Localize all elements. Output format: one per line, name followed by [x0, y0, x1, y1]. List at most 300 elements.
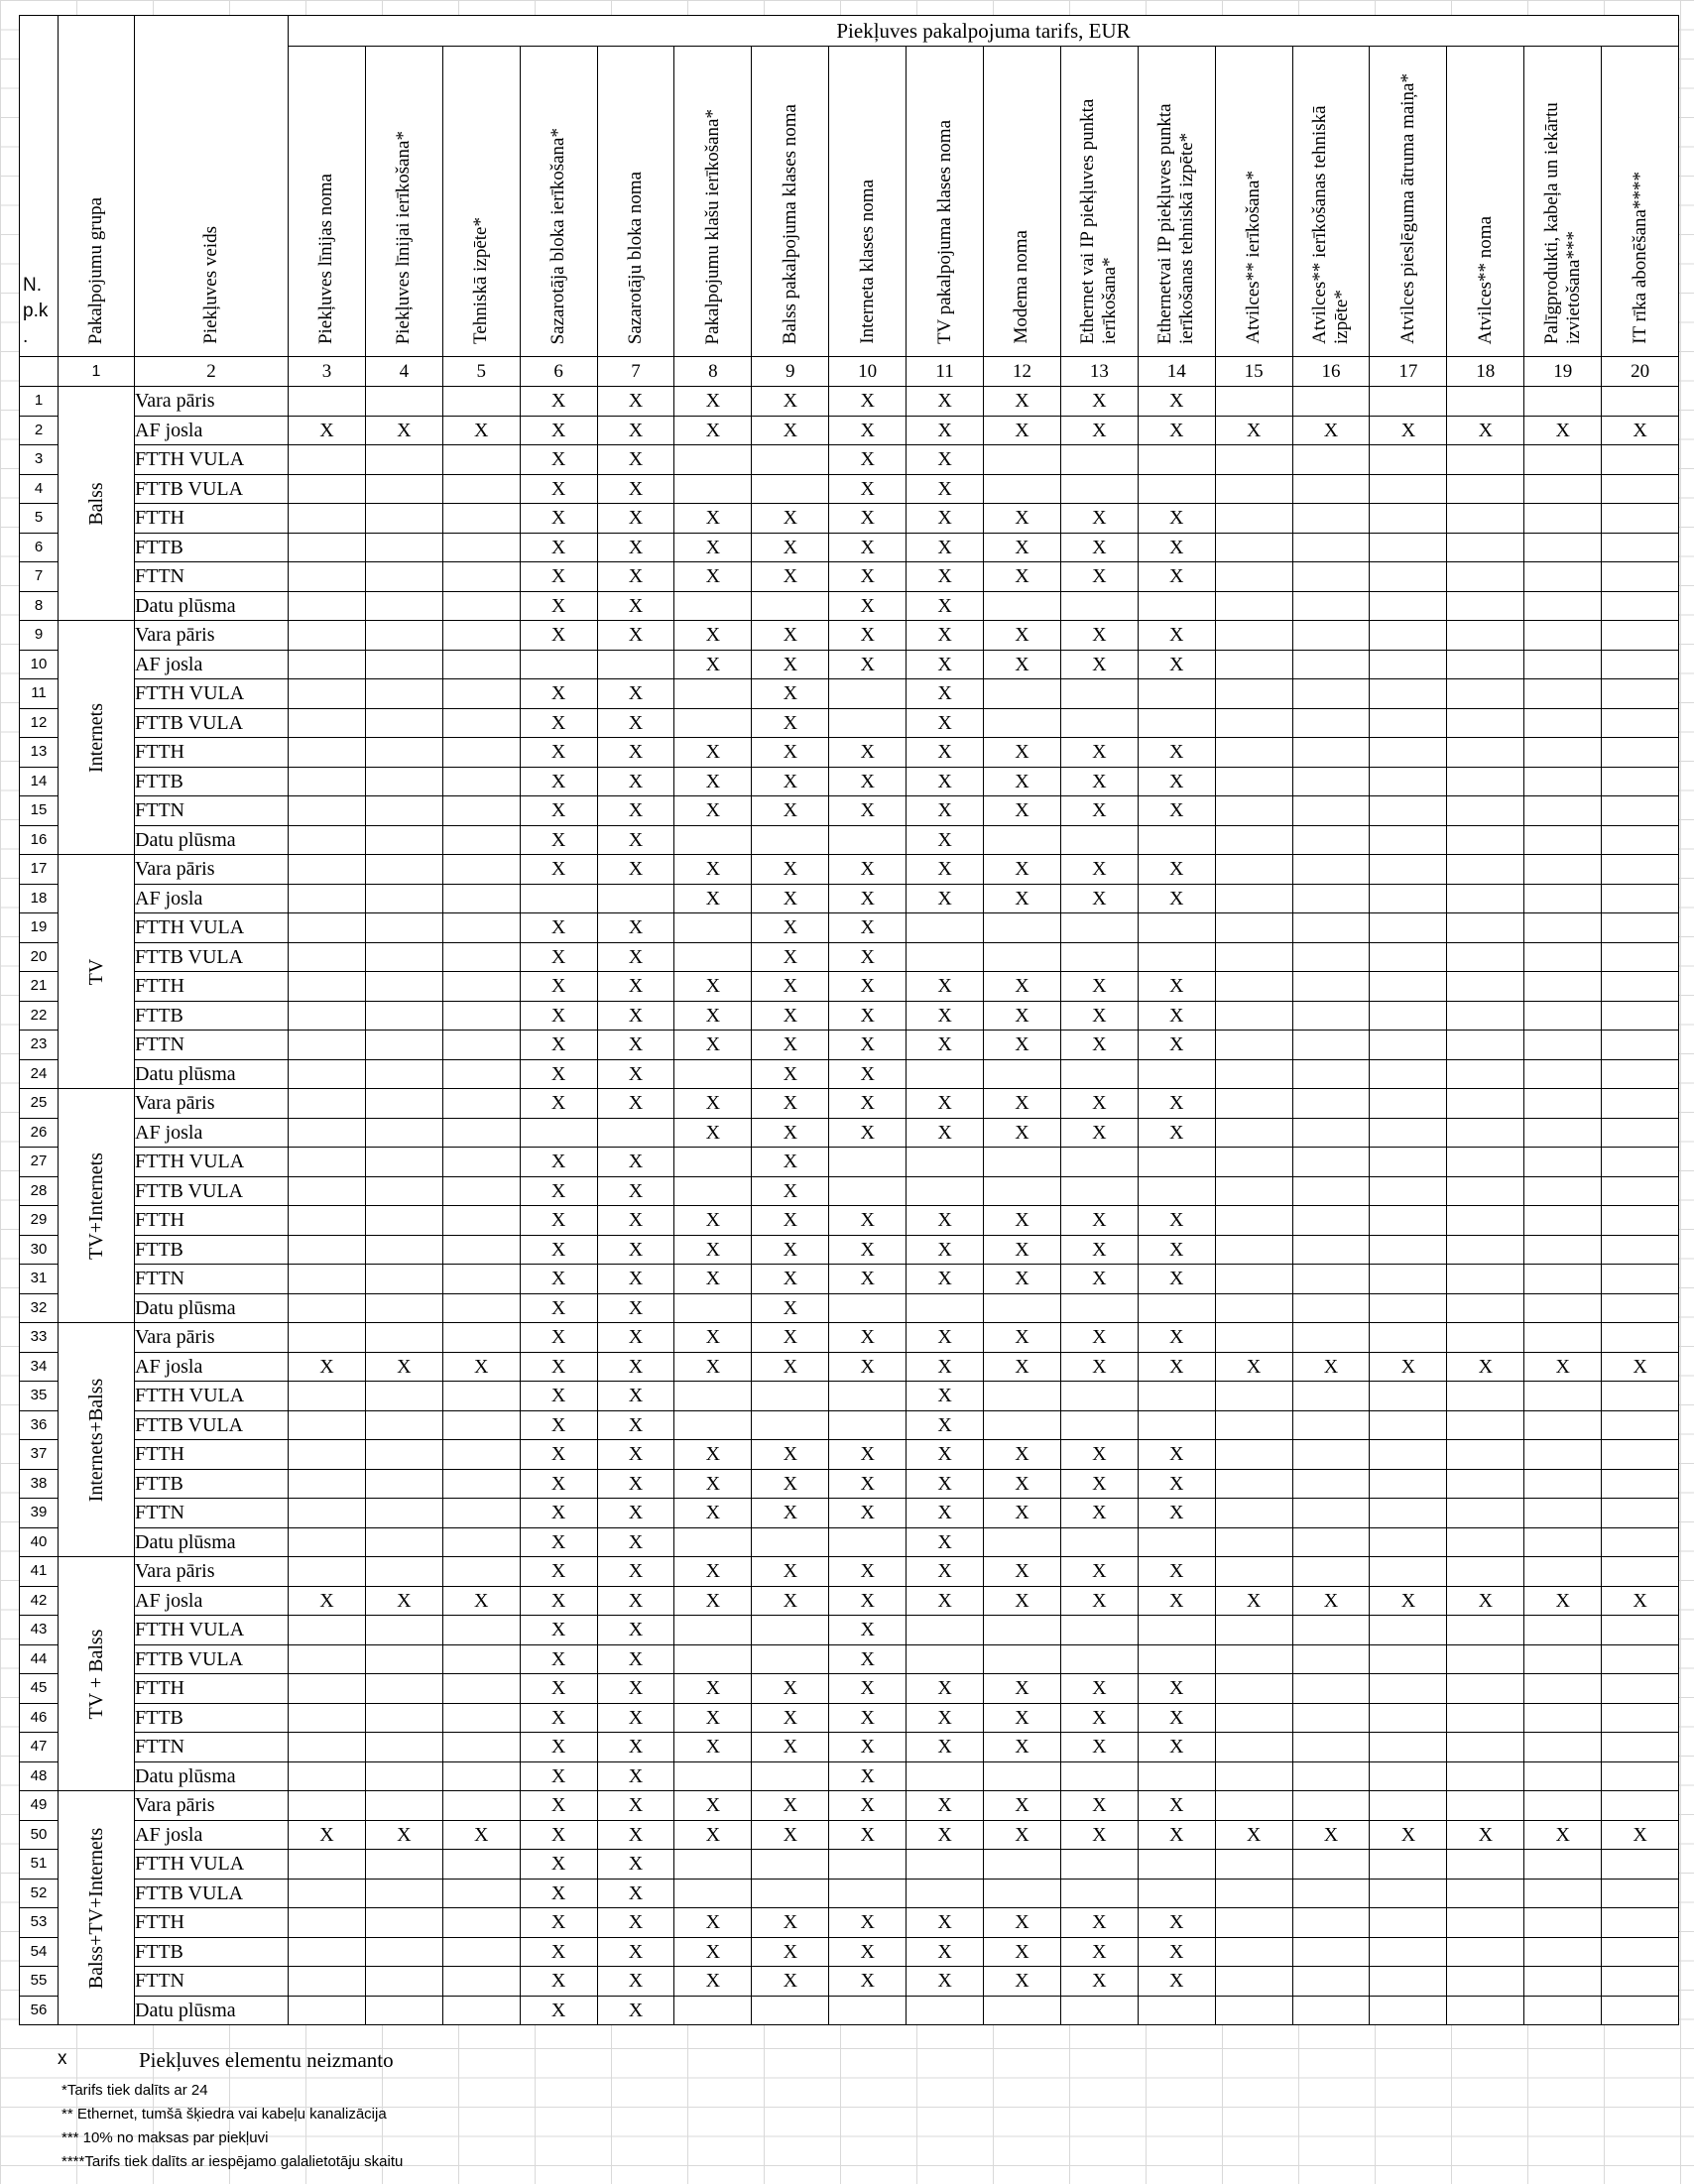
tariff-cell: [365, 445, 442, 475]
note-4: ****Tarifs tiek dalīts ar iespējamo galalietotāju skaitu: [61, 2153, 404, 2170]
row-number: 16: [20, 825, 59, 855]
access-type-cell: FTTH: [135, 738, 289, 768]
row-number: 14: [20, 767, 59, 796]
tariff-cell: [1060, 913, 1138, 943]
tariff-cell: [1370, 1059, 1447, 1089]
tariff-cell: [829, 825, 907, 855]
tariff-cell: [365, 1527, 442, 1557]
access-type-cell: FTTB VULA: [135, 708, 289, 738]
tariff-cell: [1370, 1089, 1447, 1119]
tariff-cell: [1602, 1148, 1679, 1177]
group-cell: Balss: [59, 387, 135, 621]
table-row: [20, 1148, 1679, 1177]
tariff-cell: [1060, 474, 1138, 504]
tariff-cell: [442, 1206, 520, 1236]
tariff-cell: [1447, 767, 1524, 796]
tariff-cell: [1447, 621, 1524, 651]
tariff-cell: [1060, 1996, 1138, 2025]
tariff-cell: X: [829, 416, 907, 445]
row-number: 45: [20, 1674, 59, 1704]
tariff-cell: X: [829, 1937, 907, 1967]
tariff-cell: [442, 1323, 520, 1353]
access-type-cell: AF josla: [135, 1352, 289, 1382]
access-type-cell: Datu plūsma: [135, 825, 289, 855]
tariff-cell: [1447, 1001, 1524, 1031]
tariff-cell: X: [597, 387, 674, 417]
tariff-cell: X: [907, 650, 984, 679]
tariff-cell: X: [984, 1323, 1061, 1353]
tariff-cell: [289, 1089, 366, 1119]
tariff-cell: X: [752, 562, 829, 592]
tariff-cell: [1292, 1440, 1370, 1470]
tariff-cell: X: [1060, 1469, 1138, 1499]
tariff-cell: [1292, 1527, 1370, 1557]
tariff-cell: [1370, 1235, 1447, 1265]
row-number: 53: [20, 1908, 59, 1938]
tariff-cell: [984, 1059, 1061, 1089]
tariff-cell: X: [752, 387, 829, 417]
tariff-cell: [1215, 1761, 1292, 1791]
tariff-cell: X: [829, 1557, 907, 1587]
tariff-cell: [1602, 591, 1679, 621]
tariff-cell: [1602, 621, 1679, 651]
tariff-cell: X: [907, 1703, 984, 1733]
tariff-cell: X: [984, 884, 1061, 913]
tariff-cell: X: [674, 562, 752, 592]
tariff-cell: X: [907, 1557, 984, 1587]
tariff-cell: [1370, 650, 1447, 679]
column-number-row: [20, 357, 1679, 387]
tariff-cell: X: [829, 1499, 907, 1528]
tariff-cell: [442, 1850, 520, 1880]
tariff-cell: [289, 1908, 366, 1938]
tariff-cell: [907, 1616, 984, 1645]
tariff-cell: X: [597, 913, 674, 943]
tariff-cell: [289, 1733, 366, 1762]
access-type-cell: FTTB VULA: [135, 474, 289, 504]
tariff-cell: X: [597, 1703, 674, 1733]
tariff-cell: X: [752, 1059, 829, 1089]
tariff-cell: [1447, 884, 1524, 913]
tariff-cell: [365, 1908, 442, 1938]
tariff-cell: X: [597, 1616, 674, 1645]
tariff-cell: X: [520, 621, 597, 651]
tariff-cell: [1447, 650, 1524, 679]
tariff-cell: X: [829, 1118, 907, 1148]
tariff-cell: X: [365, 1820, 442, 1850]
column-number: 6: [520, 357, 597, 387]
tariff-cell: X: [752, 1733, 829, 1762]
tariff-cell: [442, 387, 520, 417]
tariff-cell: [442, 1644, 520, 1674]
tariff-cell: [1447, 1644, 1524, 1674]
tariff-cell: X: [907, 1469, 984, 1499]
tariff-cell: X: [752, 1820, 829, 1850]
tariff-column-header: Piekļuves līnijas noma: [289, 47, 366, 357]
tariff-cell: X: [907, 1791, 984, 1821]
tariff-cell: X: [907, 504, 984, 534]
tariff-cell: [1447, 474, 1524, 504]
column-number: 12: [984, 357, 1061, 387]
access-type-cell: FTTH VULA: [135, 1382, 289, 1411]
tariff-cell: X: [520, 1469, 597, 1499]
tariff-cell: X: [597, 1235, 674, 1265]
tariff-cell: [1215, 1879, 1292, 1908]
column-number: 2: [135, 357, 289, 387]
tariff-cell: [1292, 972, 1370, 1002]
tariff-cell: [365, 1265, 442, 1294]
tariff-cell: [1447, 1031, 1524, 1060]
tariff-cell: X: [520, 796, 597, 826]
tariff-cell: [1138, 1850, 1215, 1880]
tariff-cell: [752, 1382, 829, 1411]
tariff-cell: [984, 1644, 1061, 1674]
tariff-cell: [1447, 1176, 1524, 1206]
tariff-cell: [1370, 942, 1447, 972]
tariff-cell: [1370, 767, 1447, 796]
access-type-cell: AF josla: [135, 1118, 289, 1148]
tariff-cell: [1060, 1527, 1138, 1557]
tariff-cell: [442, 1499, 520, 1528]
tariff-cell: [1370, 1382, 1447, 1411]
tariff-cell: [365, 1440, 442, 1470]
tariff-cell: [442, 1176, 520, 1206]
row-number: 10: [20, 650, 59, 679]
tariff-cell: X: [442, 416, 520, 445]
tariff-cell: [829, 1410, 907, 1440]
tariff-cell: [1524, 1059, 1602, 1089]
table-row: [20, 855, 1679, 885]
tariff-cell: [1215, 1323, 1292, 1353]
tariff-cell: [1215, 767, 1292, 796]
tariff-cell: [289, 1499, 366, 1528]
tariff-cell: [1292, 708, 1370, 738]
tariff-cell: [289, 1557, 366, 1587]
tariff-cell: [1060, 825, 1138, 855]
tariff-cell: [289, 1265, 366, 1294]
row-number: 41: [20, 1557, 59, 1587]
tariff-cell: X: [907, 1382, 984, 1411]
column-number: 13: [1060, 357, 1138, 387]
tariff-cell: [365, 738, 442, 768]
tariff-cell: [1370, 1937, 1447, 1967]
tariff-cell: X: [520, 1967, 597, 1997]
tariff-cell: [1447, 1148, 1524, 1177]
tariff-cell: [442, 884, 520, 913]
tariff-cell: X: [752, 1967, 829, 1997]
access-type-cell: FTTN: [135, 1499, 289, 1528]
tariff-cell: [1370, 1850, 1447, 1880]
tariff-cell: X: [597, 1293, 674, 1323]
tariff-cell: X: [597, 1557, 674, 1587]
tariff-cell: X: [597, 1820, 674, 1850]
tariff-cell: X: [984, 1557, 1061, 1587]
column-number: 15: [1215, 357, 1292, 387]
access-type-cell: FTTH VULA: [135, 913, 289, 943]
row-number: 35: [20, 1382, 59, 1411]
tariff-cell: [289, 972, 366, 1002]
tariff-cell: [1215, 738, 1292, 768]
tariff-cell: [365, 1850, 442, 1880]
tariff-cell: [1215, 591, 1292, 621]
tariff-cell: [984, 1148, 1061, 1177]
tariff-cell: X: [597, 1644, 674, 1674]
row-number: 47: [20, 1733, 59, 1762]
tariff-cell: [1602, 1937, 1679, 1967]
tariff-cell: [1370, 1469, 1447, 1499]
tariff-cell: X: [674, 1118, 752, 1148]
table-row: [20, 1118, 1679, 1148]
access-type-cell: AF josla: [135, 1586, 289, 1616]
note-3: *** 10% no maksas par piekļuvi: [61, 2129, 269, 2146]
row-number: 36: [20, 1410, 59, 1440]
tariff-cell: [365, 1499, 442, 1528]
tariff-cell: [1215, 533, 1292, 562]
tariff-cell: [984, 1879, 1061, 1908]
tariff-cell: [1447, 1265, 1524, 1294]
tariff-cell: [1447, 825, 1524, 855]
column-number: 17: [1370, 357, 1447, 387]
tariff-cell: [1370, 1791, 1447, 1821]
tariff-cell: [1292, 1996, 1370, 2025]
tariff-cell: [1447, 1996, 1524, 2025]
tariff-column-header: IT rīka abonēšana****: [1602, 47, 1679, 357]
tariff-cell: X: [1524, 1352, 1602, 1382]
tariff-cell: [365, 825, 442, 855]
tariff-cell: X: [1060, 1703, 1138, 1733]
tariff-cell: X: [1215, 416, 1292, 445]
tariff-cell: [1447, 1118, 1524, 1148]
table-row: [20, 1674, 1679, 1704]
tariff-cell: X: [829, 1703, 907, 1733]
tariff-cell: X: [984, 1674, 1061, 1704]
tariff-cell: X: [1060, 738, 1138, 768]
tariff-cell: [1524, 855, 1602, 885]
tariff-cell: [1370, 1148, 1447, 1177]
tariff-cell: X: [597, 1176, 674, 1206]
tariff-cell: [1215, 1293, 1292, 1323]
access-type-cell: FTTH VULA: [135, 1850, 289, 1880]
tariff-cell: X: [984, 767, 1061, 796]
tariff-cell: [289, 474, 366, 504]
tariff-cell: X: [752, 1001, 829, 1031]
tariff-cell: X: [1138, 1791, 1215, 1821]
row-number: 50: [20, 1820, 59, 1850]
tariff-cell: X: [752, 1674, 829, 1704]
tariff-cell: X: [520, 942, 597, 972]
tariff-cell: [365, 1118, 442, 1148]
table-row: [20, 1382, 1679, 1411]
tariff-cell: [1060, 1148, 1138, 1177]
tariff-cell: X: [984, 1206, 1061, 1236]
tariff-cell: X: [674, 1265, 752, 1294]
tariff-cell: X: [597, 1879, 674, 1908]
access-type-cell: Vara pāris: [135, 387, 289, 417]
tariff-cell: [1524, 1440, 1602, 1470]
tariff-cell: [1292, 1410, 1370, 1440]
tariff-cell: X: [1060, 1791, 1138, 1821]
tariff-cell: [1060, 1850, 1138, 1880]
access-type-cell: Datu plūsma: [135, 1059, 289, 1089]
tariff-cell: [1215, 884, 1292, 913]
tariff-cell: X: [829, 1820, 907, 1850]
table-row: [20, 825, 1679, 855]
tariff-cell: X: [752, 942, 829, 972]
tariff-cell: [984, 1850, 1061, 1880]
table-row: [20, 650, 1679, 679]
table-row: [20, 1206, 1679, 1236]
tariff-cell: X: [829, 1791, 907, 1821]
tariff-cell: X: [984, 1703, 1061, 1733]
column-number: 14: [1138, 357, 1215, 387]
tariff-cell: [1215, 1089, 1292, 1119]
group-cell: TV+Internets: [59, 1089, 135, 1323]
tariff-cell: X: [752, 855, 829, 885]
table-row: [20, 1557, 1679, 1587]
tariff-cell: X: [829, 474, 907, 504]
tariff-cell: [1370, 445, 1447, 475]
tariff-cell: [1602, 1967, 1679, 1997]
tariff-cell: [1138, 1293, 1215, 1323]
tariff-cell: [289, 650, 366, 679]
tariff-cell: [1215, 942, 1292, 972]
tariff-cell: [365, 913, 442, 943]
tariff-cell: X: [597, 1001, 674, 1031]
tariff-cell: X: [1060, 1586, 1138, 1616]
tariff-cell: [1524, 1382, 1602, 1411]
access-type-cell: AF josla: [135, 416, 289, 445]
row-number: 15: [20, 796, 59, 826]
tariff-cell: X: [1060, 884, 1138, 913]
tariff-cell: [1370, 1176, 1447, 1206]
tariff-cell: [1370, 1323, 1447, 1353]
tariff-cell: X: [674, 1557, 752, 1587]
tariff-cell: [984, 1527, 1061, 1557]
tariff-cell: X: [1138, 1440, 1215, 1470]
tariff-cell: [365, 942, 442, 972]
tariff-cell: X: [907, 884, 984, 913]
tariff-cell: X: [520, 562, 597, 592]
tariff-cell: [1292, 504, 1370, 534]
tariff-cell: X: [1138, 1089, 1215, 1119]
tariff-cell: [907, 1148, 984, 1177]
table-row: [20, 416, 1679, 445]
tariff-cell: [365, 1235, 442, 1265]
tariff-cell: [984, 1176, 1061, 1206]
tariff-cell: [442, 972, 520, 1002]
tariff-cell: [289, 1293, 366, 1323]
column-number: 20: [1602, 357, 1679, 387]
row-number: 3: [20, 445, 59, 475]
tariff-cell: [1602, 738, 1679, 768]
tariff-cell: X: [752, 767, 829, 796]
tariff-cell: [1138, 708, 1215, 738]
tariff-cell: [365, 1967, 442, 1997]
tariff-cell: X: [1215, 1820, 1292, 1850]
access-type-cell: AF josla: [135, 650, 289, 679]
tariff-cell: X: [597, 1440, 674, 1470]
tariff-cell: [1292, 621, 1370, 651]
tariff-cell: [289, 1323, 366, 1353]
tariff-cell: X: [674, 1703, 752, 1733]
tariff-cell: X: [1138, 562, 1215, 592]
tariff-cell: X: [829, 972, 907, 1002]
tariff-cell: [365, 1323, 442, 1353]
tariff-cell: X: [829, 1440, 907, 1470]
table-row: [20, 1937, 1679, 1967]
tariff-cell: [1292, 1761, 1370, 1791]
tariff-cell: X: [752, 1557, 829, 1587]
tariff-cell: X: [674, 1206, 752, 1236]
tariff-cell: X: [597, 1996, 674, 2025]
tariff-cell: X: [829, 913, 907, 943]
tariff-cell: X: [1060, 416, 1138, 445]
tariff-cell: X: [597, 591, 674, 621]
table-row: [20, 1733, 1679, 1762]
tariff-cell: [289, 1059, 366, 1089]
row-number: 4: [20, 474, 59, 504]
tariff-cell: [442, 621, 520, 651]
tariff-cell: X: [520, 1206, 597, 1236]
tariff-cell: X: [520, 1235, 597, 1265]
tariff-cell: [1292, 650, 1370, 679]
tariff-cell: [365, 1879, 442, 1908]
tariff-cell: X: [1524, 1586, 1602, 1616]
access-type-cell: FTTB: [135, 767, 289, 796]
access-type-cell: FTTN: [135, 1265, 289, 1294]
tariff-cell: [1370, 1527, 1447, 1557]
tariff-cell: X: [907, 562, 984, 592]
tariff-cell: X: [984, 738, 1061, 768]
tariff-cell: X: [752, 1235, 829, 1265]
tariff-cell: [1370, 1616, 1447, 1645]
tariff-cell: X: [984, 796, 1061, 826]
tariff-cell: [289, 621, 366, 651]
tariff-cell: [1292, 445, 1370, 475]
tariff-cell: X: [365, 1586, 442, 1616]
tariff-cell: X: [597, 1733, 674, 1762]
tariff-cell: [1292, 1674, 1370, 1704]
table-body: [20, 387, 1679, 2025]
tariff-cell: [674, 1382, 752, 1411]
tariff-cell: X: [1060, 1733, 1138, 1762]
access-type-cell: Vara pāris: [135, 1089, 289, 1119]
tariff-cell: X: [597, 972, 674, 1002]
tariff-cell: [289, 533, 366, 562]
tariff-cell: [442, 1089, 520, 1119]
tariff-cell: X: [597, 621, 674, 651]
tariff-cell: X: [520, 1089, 597, 1119]
row-number: 52: [20, 1879, 59, 1908]
tariff-cell: [1370, 1001, 1447, 1031]
tariff-cell: X: [597, 474, 674, 504]
tariff-cell: X: [520, 1059, 597, 1089]
tariff-cell: X: [520, 1527, 597, 1557]
tariff-cell: [1524, 1644, 1602, 1674]
tariff-cell: [1215, 504, 1292, 534]
row-number: 31: [20, 1265, 59, 1294]
tariff-cell: X: [674, 533, 752, 562]
tariff-cell: [365, 884, 442, 913]
tariff-cell: [829, 1996, 907, 2025]
tariff-cell: X: [1602, 1820, 1679, 1850]
tariff-cell: X: [829, 1031, 907, 1060]
tariff-cell: X: [442, 1820, 520, 1850]
tariff-cell: [907, 1850, 984, 1880]
tariff-cell: [1524, 474, 1602, 504]
tariff-cell: X: [1060, 1937, 1138, 1967]
access-type-cell: Vara pāris: [135, 621, 289, 651]
